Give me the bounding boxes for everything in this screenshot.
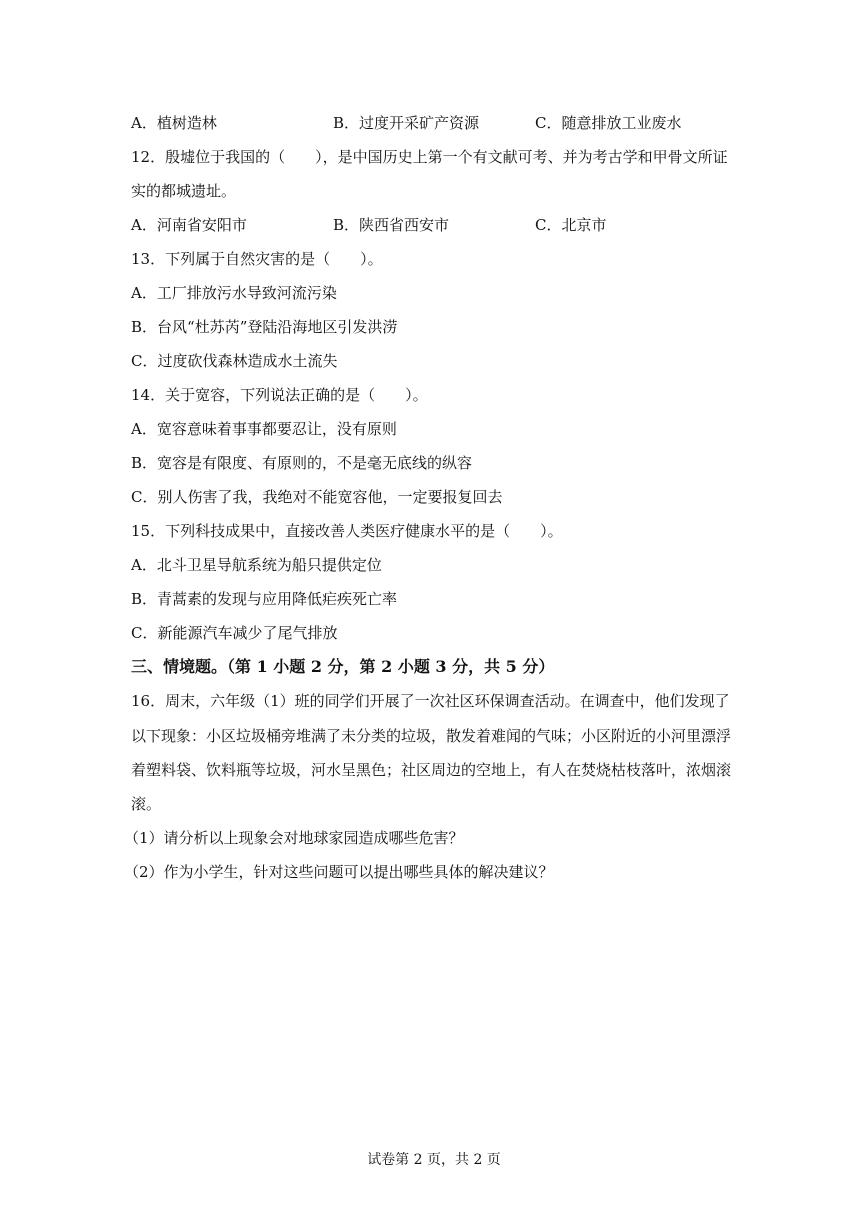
q16-line3: 着塑料袋、饮料瓶等垃圾，河水呈黑色；社区周边的空地上，有人在焚烧枯枝落叶，浓烟滚 [131, 761, 732, 779]
section-heading: 三、情境题。（第 1 小题 2 分，第 2 小题 3 分，共 5 分） [131, 657, 555, 676]
q13-stem: 13．下列属于自然灾害的是（ ）。 [131, 250, 383, 268]
q16-subquestion-1: （1）请分析以上现象会对地球家园造成哪些危害？ [124, 829, 464, 847]
q11-option-c: C．随意排放工业废水 [535, 114, 682, 132]
q13-option-b: B．台风“杜苏芮”登陆沿海地区引发洪涝 [131, 318, 398, 336]
q16-line4: 滚。 [131, 795, 162, 813]
q13-option-c: C．过度砍伐森林造成水土流失 [131, 352, 338, 370]
q12-option-a: A．河南省安阳市 [131, 216, 247, 234]
q14-option-b: B．宽容是有限度、有原则的，不是毫无底线的纵容 [131, 454, 473, 472]
q12-stem-line1: 12．殷墟位于我国的（ ），是中国历史上第一个有文献可考、并为考古学和甲骨文所证 [131, 148, 728, 166]
page-footer: 试卷第 2 页，共 2 页 [367, 1152, 501, 1168]
q15-option-c: C．新能源汽车减少了尾气排放 [131, 624, 338, 642]
q12-option-c: C．北京市 [535, 216, 607, 234]
q12-stem-line2: 实的都城遗址。 [131, 182, 237, 200]
q14-option-a: A．宽容意味着事事都要忍让，没有原则 [131, 420, 397, 438]
q15-option-a: A．北斗卫星导航系统为船只提供定位 [131, 556, 382, 574]
q15-stem: 15．下列科技成果中，直接改善人类医疗健康水平的是（ ）。 [131, 522, 563, 540]
q14-stem: 14．关于宽容，下列说法正确的是（ ）。 [131, 386, 428, 404]
q12-option-b: B．陕西省西安市 [333, 216, 450, 234]
q16-line2: 以下现象：小区垃圾桶旁堆满了未分类的垃圾，散发着难闻的气味；小区附近的小河里漂浮 [131, 727, 732, 745]
q13-option-a: A．工厂排放污水导致河流污染 [131, 284, 337, 302]
q16-line1: 16．周末，六年级（1）班的同学们开展了一次社区环保调查活动。在调查中，他们发现了 [131, 692, 730, 710]
q11-option-a: A．植树造林 [131, 114, 217, 132]
q15-option-b: B．青蒿素的发现与应用降低疟疾死亡率 [131, 590, 398, 608]
q16-subquestion-2: （2）作为小学生，针对这些问题可以提出哪些具体的解决建议？ [124, 863, 554, 881]
q14-option-c: C．别人伤害了我，我绝对不能宽容他，一定要报复回去 [131, 488, 503, 506]
q11-option-b: B．过度开采矿产资源 [333, 114, 480, 132]
